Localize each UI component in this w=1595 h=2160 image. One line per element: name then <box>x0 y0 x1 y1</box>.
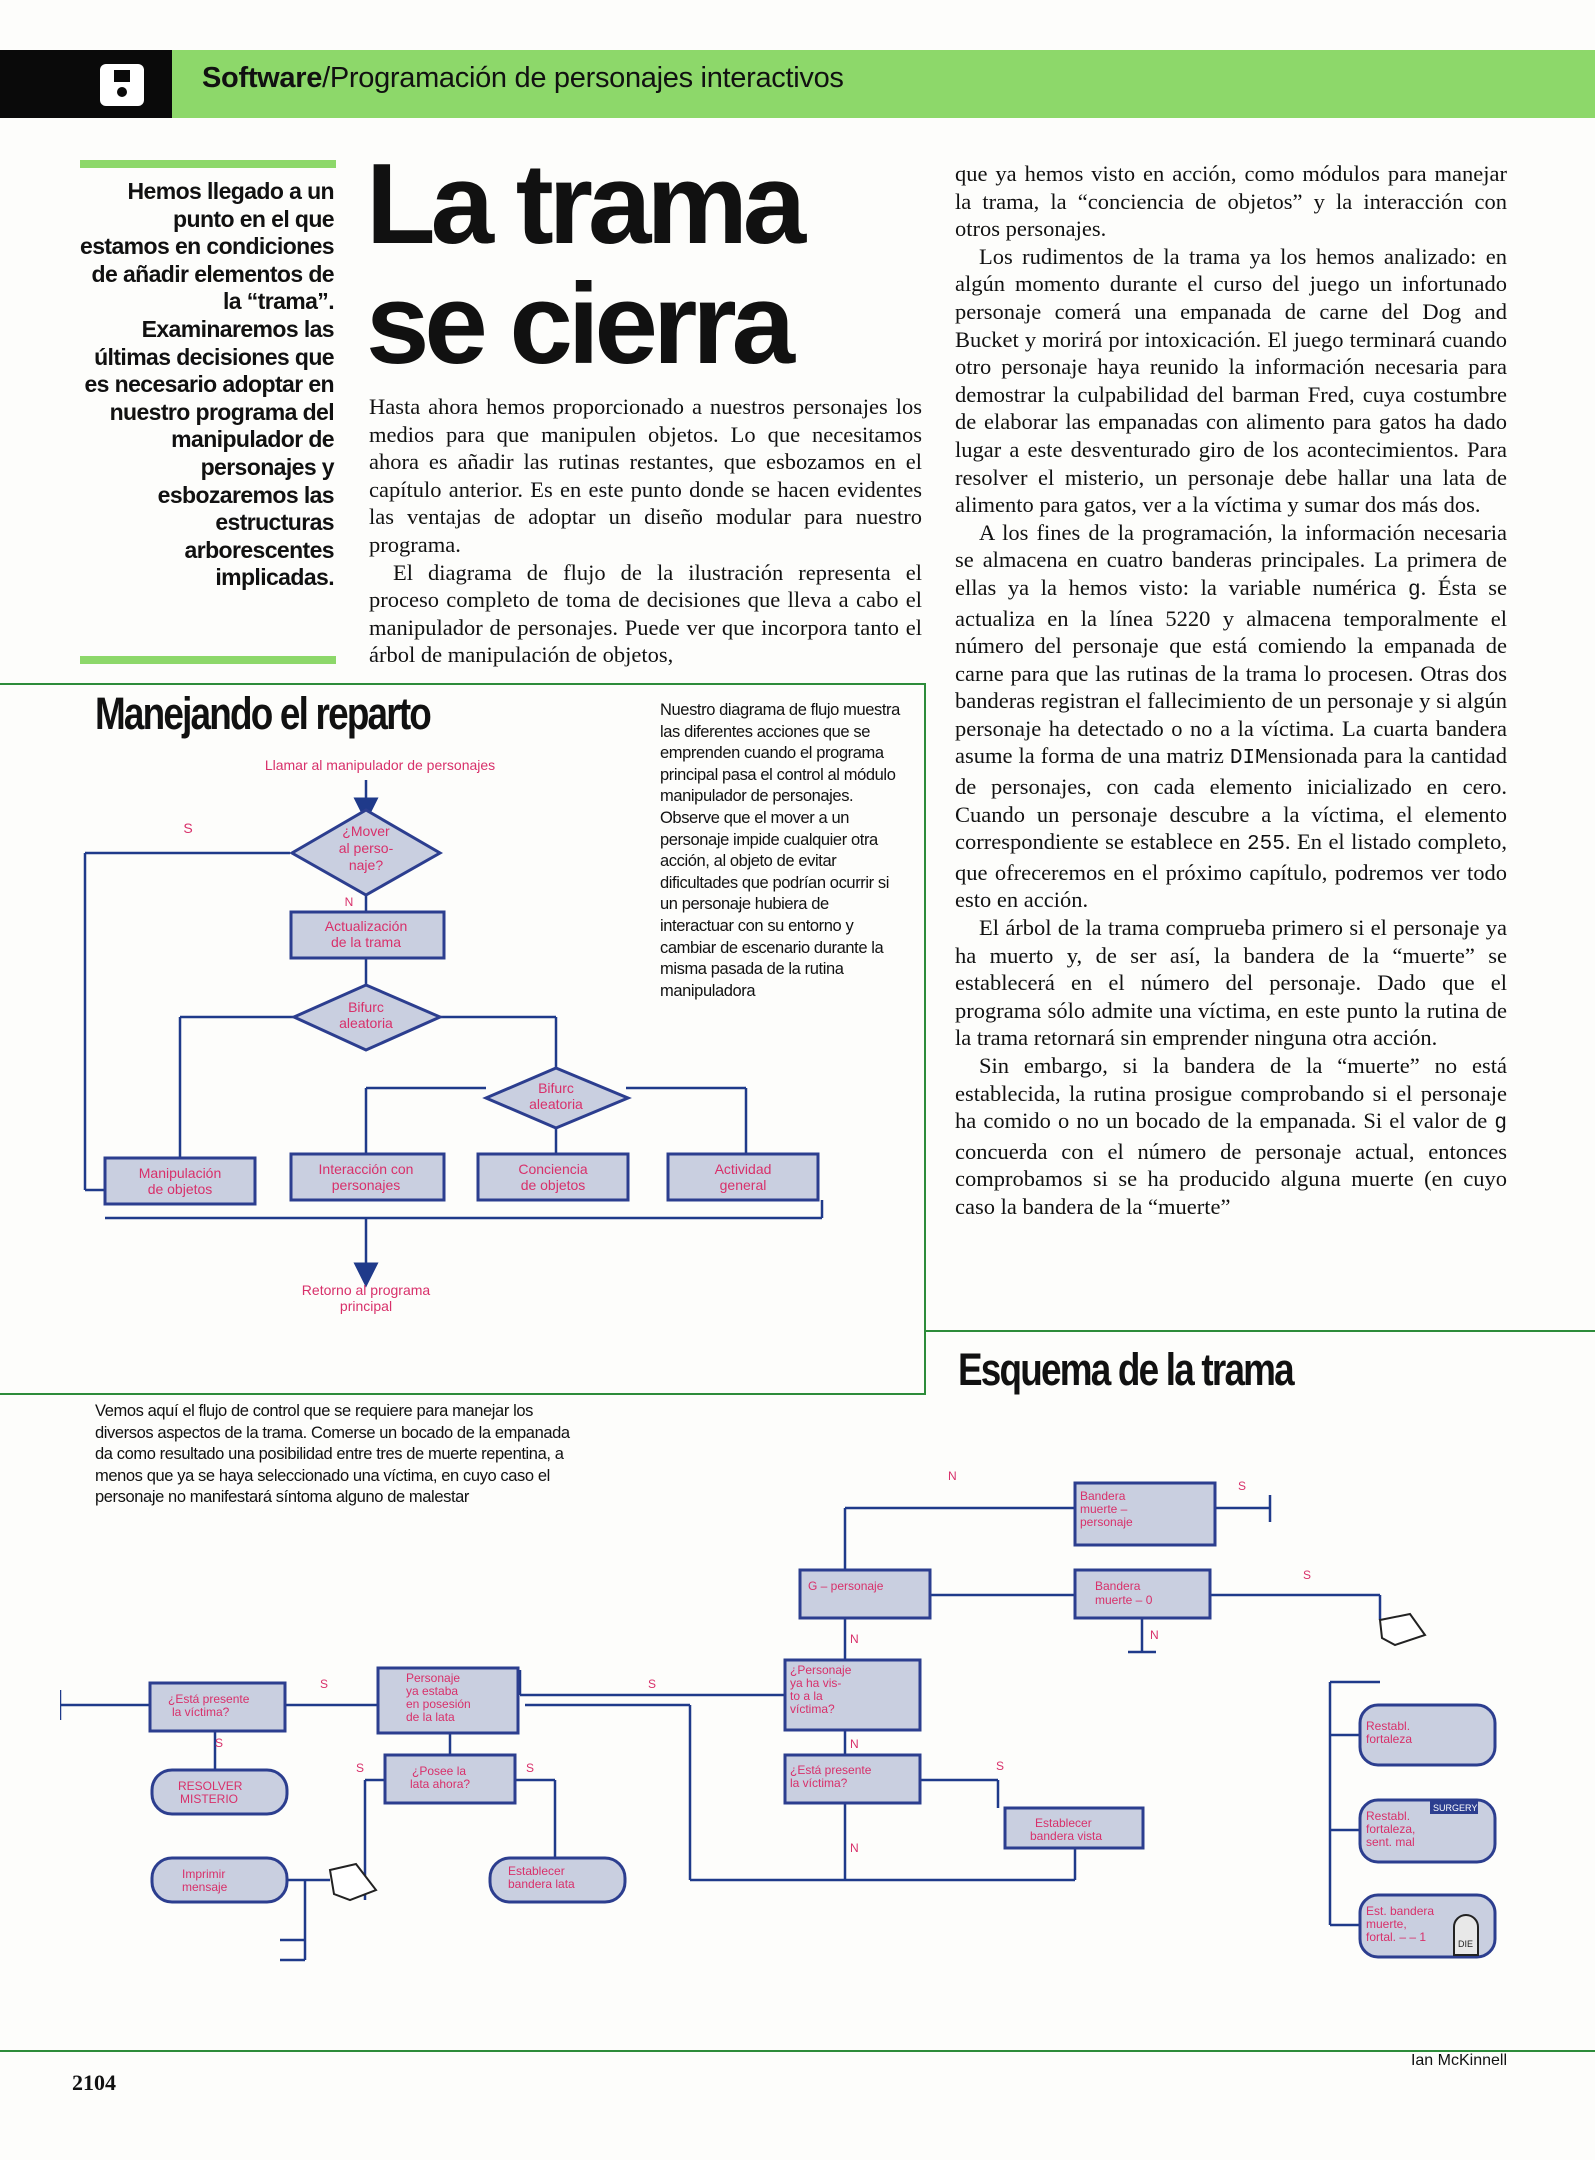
mover-no-label: N <box>344 895 354 909</box>
svg-text:Bandera: Bandera <box>1095 1579 1141 1593</box>
mover-yes-label: S <box>183 820 193 836</box>
svg-text:MISTERIO: MISTERIO <box>180 1792 239 1806</box>
reparto-flowchart <box>0 740 920 1340</box>
bottom-rule <box>0 2050 1595 2052</box>
svg-text:fortaleza,: fortaleza, <box>1366 1822 1416 1836</box>
svg-text:G – personaje: G – personaje <box>808 1579 884 1593</box>
svg-text:Bifurc: Bifurc <box>538 1080 574 1096</box>
svg-text:Conciencia: Conciencia <box>518 1161 588 1177</box>
svg-text:general: general <box>719 1177 767 1193</box>
reparto-title: Manejando el reparto <box>95 688 431 739</box>
svg-text:S: S <box>215 1736 224 1750</box>
svg-text:Actualización: Actualización <box>324 918 408 934</box>
svg-text:Bifurc: Bifurc <box>348 999 384 1015</box>
svg-text:aleatoria: aleatoria <box>339 1015 393 1031</box>
svg-text:Est. bandera: Est. bandera <box>1366 1904 1435 1918</box>
intro-text: Hemos llegado a un punto en el que estamos en condiciones de añadir elementos de la “trama”. Examinaremos las últimas decisiones que es necesario adoptar en nuestro programa del manipulador de personajes y esbozaremos las estructuras arborescentes implicadas. <box>80 178 334 591</box>
svg-text:personaje: personaje <box>1080 1515 1133 1529</box>
intro-bottom-bar <box>80 656 336 664</box>
svg-text:Restabl.: Restabl. <box>1366 1719 1411 1733</box>
svg-text:¿Está presente: ¿Está presente <box>790 1763 872 1777</box>
header-black-tab <box>0 50 172 118</box>
svg-text:RESOLVER: RESOLVER <box>178 1779 243 1793</box>
reparto-box-right-rule <box>924 683 926 1395</box>
svg-text:S: S <box>526 1761 535 1775</box>
svg-text:Retorno al programa: Retorno al programa <box>301 1282 431 1298</box>
svg-text:Establecer: Establecer <box>1035 1816 1092 1830</box>
svg-text:Establecer: Establecer <box>508 1864 565 1878</box>
right-paragraph-2: A los fines de la programación, la información necesaria se almacena en cuatro banderas principales. La primera de ellas ya la hemos visto: la variable numérica g. Ésta se actualiza en la línea 5220 y almacena temporalmente el número del personaje que está comiendo la empanada de carne para que las rutinas de la trama lo procesen. Otras dos banderas registran el fallecimiento de un personaje y si algún personaje ha detectado o no a la víctima. La cuarta bandera asume la forma de una matriz DIMensionada para la cantidad de personajes, con cada elemento inicializado en cero. Cuando un personaje descubre a la víctima, el elemento correspondiente se establece en 255. En el listado completo, que ofreceremos en el próximo capítulo, podremos ver todo esto en acción. <box>955 519 1507 913</box>
svg-text:lata ahora?: lata ahora? <box>410 1777 471 1791</box>
right-paragraph-1: Los rudimentos de la trama ya los hemos analizado: en algún momento durante el curso del juego un infortunado personaje comerá una empanada de carne del Dog and Bucket y morirá por intoxicación. El juego terminará cuando otro personaje haya reunido la información necesaria para demostrar la culpabilidad del barman Fred, cuya costumbre de elaborar las empanadas con alimento para gatos ha dado lugar a este desventurado giro de los acontecimientos. Para resolver el misterio, un personaje debe hallar una lata de alimento para gatos, ver a la víctima y sumar dos más dos. <box>955 243 1507 518</box>
g-personaje-box <box>800 1570 930 1618</box>
svg-text:naje?: naje? <box>348 857 384 873</box>
svg-text:de la trama: de la trama <box>330 934 402 950</box>
title-line-2: se cierra <box>366 261 791 388</box>
svg-text:la víctima?: la víctima? <box>172 1705 230 1719</box>
intro-top-bar <box>80 160 336 168</box>
svg-text:Interacción con: Interacción con <box>318 1161 414 1177</box>
svg-text:Imprimir: Imprimir <box>182 1867 226 1881</box>
surgery-sign: SURGERY <box>1433 1803 1478 1813</box>
svg-text:N: N <box>850 1737 859 1751</box>
svg-text:¿Personaje: ¿Personaje <box>790 1663 852 1677</box>
svg-text:¿Posee la: ¿Posee la <box>412 1764 467 1778</box>
body-column-mid <box>369 393 922 669</box>
svg-text:N: N <box>1150 1628 1159 1642</box>
svg-text:bandera lata: bandera lata <box>508 1877 575 1891</box>
dice-icon-2 <box>330 1864 376 1900</box>
svg-text:víctima?: víctima? <box>790 1702 835 1716</box>
svg-text:bandera vista: bandera vista <box>1030 1829 1103 1843</box>
esquema-flowchart <box>60 1450 1520 2010</box>
svg-text:fortaleza: fortaleza <box>1366 1732 1413 1746</box>
svg-text:en posesión: en posesión <box>406 1697 471 1711</box>
right-paragraph-0: que ya hemos visto en acción, como módulos para manejar la trama, la “conciencia de objetos” y la interacción con otros personajes. <box>955 161 1507 242</box>
right-paragraph-4: Sin embargo, si la bandera de la “muerte” no está establecida, la rutina prosigue comprobando si el personaje ha comido o no un bocado de la empanada. Si el valor de g concuerda con el número de personaje actual, entonces comprobamos si se ha producido alguna muerte (en cuyo caso la bandera de la “muerte” <box>955 1053 1507 1219</box>
svg-text:S: S <box>1303 1568 1312 1582</box>
mid-paragraph-1: Hasta ahora hemos proporcionado a nuestros personajes los medios para que manipulen objetos. Lo que necesitamos ahora es añadir las rutinas restantes, que esbozamos en el capítulo anterior. Es en este punto donde se hacen evidentes las ventajas de adoptar un diseño modular para nuestro programa. <box>369 394 922 557</box>
svg-text:ya estaba: ya estaba <box>406 1684 459 1698</box>
svg-text:ya ha vis-: ya ha vis- <box>790 1676 842 1690</box>
svg-text:sent. mal: sent. mal <box>1366 1835 1415 1849</box>
svg-text:aleatoria: aleatoria <box>529 1096 583 1112</box>
body-column-right <box>955 160 1507 1221</box>
reparto-caption: Nuestro diagrama de flujo muestra las diferentes acciones que se emprenden cuando el programa principal pasa el control al módulo manipulador de personajes. Observe que el mover a un personaje impide cualquier otra acción, al objeto de evitar dificultades que podrían ocurrir si un personaje hubiera de interactuar con su entorno y cambiar de escenario durante la misma pasada de la rutina manipuladora <box>660 701 900 1000</box>
svg-text:S: S <box>320 1677 329 1691</box>
dice-icon <box>1380 1614 1425 1645</box>
floppy-disk-icon <box>100 64 144 106</box>
page-number: 2104 <box>72 2070 116 2095</box>
svg-text:S: S <box>356 1761 365 1775</box>
mid-paragraph-2: El diagrama de flujo de la ilustración representa el proceso completo de toma de decisiones que lleva a cabo el manipulador de personajes. Puede ver que incorpora tanto el árbol de manipulación de objetos, <box>369 559 922 668</box>
header-title: Software/Programación de personajes interactivos <box>202 62 844 94</box>
svg-text:N: N <box>948 1469 957 1483</box>
svg-text:Personaje: Personaje <box>406 1671 461 1685</box>
right-paragraph-3: El árbol de la trama comprueba primero si el personaje ya ha muerto y, de ser así, la bandera de la “muerte” se establecerá en el número del personaje. Dado que el programa sólo admite una víctima, en este punto la rutina de la trama retornará sin emprender ninguna otra acción. <box>955 915 1507 1051</box>
reparto-box-bottom-rule <box>0 1393 926 1395</box>
svg-text:S: S <box>648 1677 657 1691</box>
svg-text:¿Mover: ¿Mover <box>342 823 390 839</box>
svg-text:Restabl.: Restabl. <box>1366 1809 1411 1823</box>
svg-text:fortal. – – 1: fortal. – – 1 <box>1366 1930 1427 1944</box>
start-label: Llamar al manipulador de personajes <box>264 757 496 773</box>
svg-text:la víctima?: la víctima? <box>790 1776 848 1790</box>
svg-text:personajes: personajes <box>331 1177 401 1193</box>
svg-text:mensaje: mensaje <box>182 1880 228 1894</box>
svg-text:¿Está presente: ¿Está presente <box>168 1692 250 1706</box>
svg-text:de la lata: de la lata <box>406 1710 455 1724</box>
esquema-title: Esquema de la trama <box>958 1344 1293 1395</box>
svg-text:N: N <box>850 1841 859 1855</box>
esquema-box-top-rule <box>924 1330 1595 1332</box>
byline: Ian McKinnell <box>1410 2052 1507 2069</box>
svg-text:Bandera: Bandera <box>1080 1489 1126 1503</box>
svg-text:Actividad: Actividad <box>714 1161 772 1177</box>
svg-text:muerte,: muerte, <box>1366 1917 1407 1931</box>
svg-text:muerte –: muerte – <box>1080 1502 1128 1516</box>
svg-text:de objetos: de objetos <box>520 1177 586 1193</box>
svg-text:muerte – 0: muerte – 0 <box>1095 1593 1153 1607</box>
svg-text:principal: principal <box>339 1298 393 1314</box>
esquema-caption: Vemos aquí el flujo de control que se requiere para manejar los diversos aspectos de la trama. Comerse un bocado de la empanada da como resultado una posibilidad entre tres de muerte repentina, a menos que ya se haya seleccionado una víctima, en cuyo caso el personaje no manifestará síntoma alguno de malestar <box>95 1402 570 1507</box>
die-tombstone: DIE <box>1458 1939 1474 1949</box>
reparto-box-top-rule <box>0 683 925 685</box>
svg-text:S: S <box>1238 1479 1247 1493</box>
title-line-1: La trama <box>366 141 802 268</box>
svg-text:to a la: to a la <box>790 1689 823 1703</box>
svg-text:al perso-: al perso- <box>338 840 394 856</box>
article-title <box>366 141 886 388</box>
svg-text:N: N <box>850 1632 859 1646</box>
svg-text:Manipulación: Manipulación <box>138 1165 222 1181</box>
svg-text:S: S <box>996 1759 1005 1773</box>
svg-text:de objetos: de objetos <box>147 1181 213 1197</box>
